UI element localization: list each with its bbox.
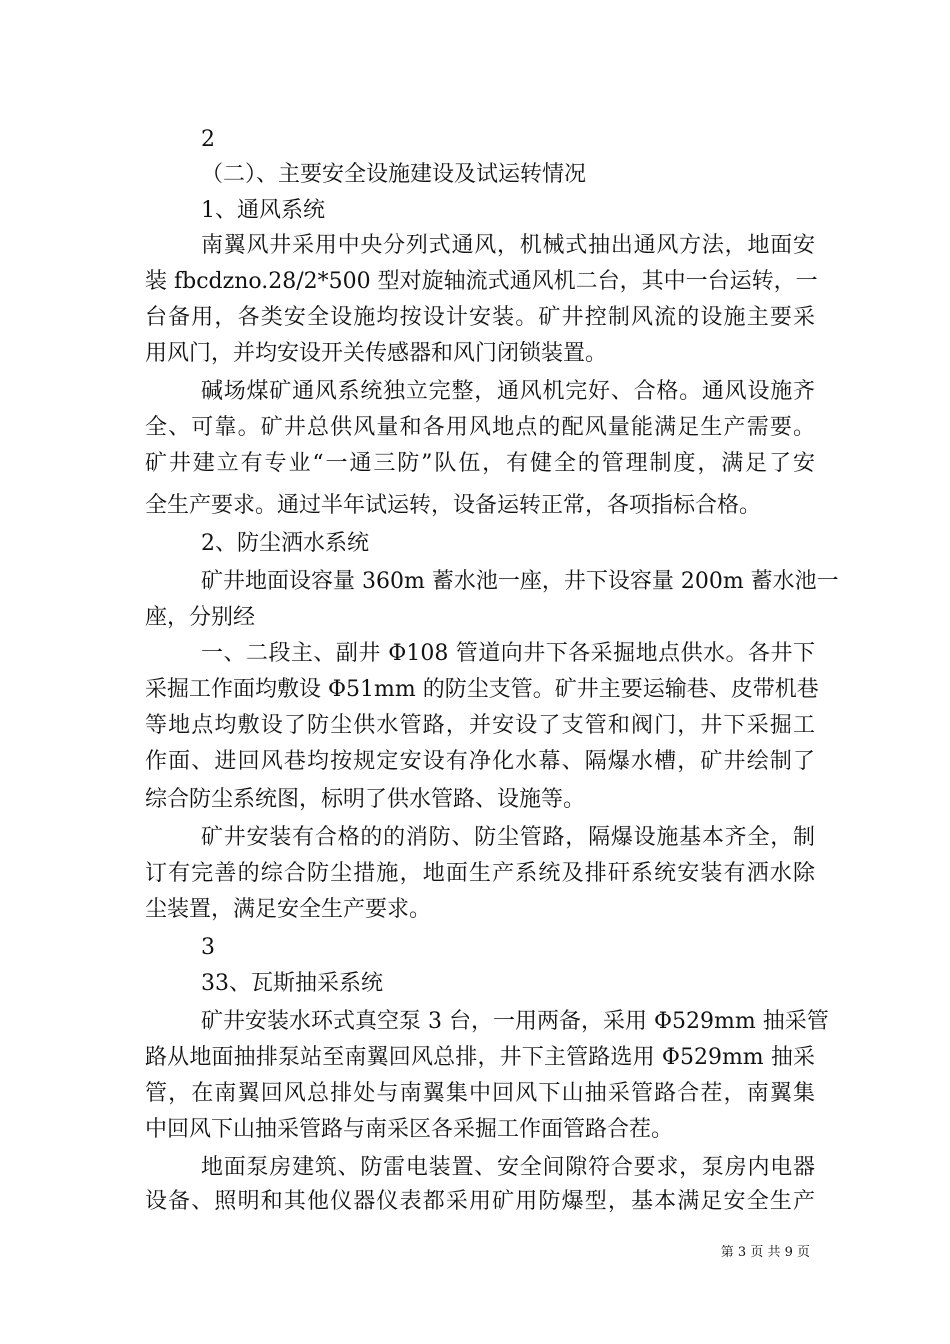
s3-p2-line2: 设备、照明和其他仪器仪表都采用矿用防爆型，基本满足安全生产 [145, 1189, 815, 1214]
s2-p2-line1: 一、二段主、副井 Φ108 管道向井下各采掘地点供水。各井下 [201, 641, 815, 666]
s2-heading: 2、防尘洒水系统 [201, 531, 369, 556]
page-footer: 第 3 页 共 9 页 [720, 1245, 810, 1260]
s1-p1-line1: 南翼风井采用中央分列式通风，机械式抽出通风方法，地面安 [201, 233, 815, 258]
s2-p3-line2: 订有完善的综合防尘措施，地面生产系统及排矸系统安装有洒水除 [145, 861, 815, 886]
s1-p2-line4: 全生产要求。通过半年试运转，设备运转正常，各项指标合格。 [145, 493, 762, 518]
s1-p1-line3: 台备用，各类安全设施均按设计安装。矿井控制风流的设施主要采 [145, 305, 815, 330]
s2-p1-line2: 座，分别经 [145, 605, 256, 630]
s1-p1-line4: 用风门，并均安设开关传感器和风门闭锁装置。 [145, 341, 608, 366]
s1-p1-line2: 装 fbcdzno.28/2*500 型对旋轴流式通风机二台，其中一台运转，一 [145, 269, 818, 294]
s2-p2-line4: 作面、进回风巷均按规定安设有净化水幕、隔爆水槽，矿井绘制了 [145, 749, 815, 774]
s1-p2-line3: 矿井建立有专业“一通三防”队伍，有健全的管理制度，满足了安 [145, 451, 815, 476]
s2-p2-line2: 采掘工作面均敷设 Φ51mm 的防尘支管。矿井主要运输巷、皮带机巷 [145, 677, 819, 702]
s3-p1-line4: 中回风下山抽采管路与南采区各采掘工作面管路合茬。 [145, 1117, 674, 1142]
s3-heading: 33、瓦斯抽采系统 [201, 971, 383, 996]
s2-p3-line3: 尘装置，满足安全生产要求。 [145, 897, 432, 922]
s3-p1-line1: 矿井安装水环式真空泵 3 台，一用两备，采用 Φ529mm 抽采管 [201, 1009, 829, 1034]
s2-p2-line5: 综合防尘系统图，标明了供水管路、设施等。 [145, 787, 586, 812]
s2-p3-line1: 矿井安装有合格的的消防、防尘管路，隔爆设施基本齐全，制 [201, 825, 815, 850]
s2-p2-line3: 等地点均敷设了防尘供水管路，并安设了支管和阀门，井下采掘工 [145, 713, 815, 738]
s3-p1-line3: 管，在南翼回风总排处与南翼集中回风下山抽采管路合茬，南翼集 [145, 1081, 815, 1106]
s3-p1-line2: 路从地面抽排泵站至南翼回风总排，井下主管路选用 Φ529mm 抽采 [145, 1045, 815, 1070]
section-heading: （二）、主要安全设施建设及试运转情况 [201, 162, 587, 187]
s1-p2-line1: 碱场煤矿通风系统独立完整，通风机完好、合格。通风设施齐 [201, 379, 815, 404]
s1-p2-line2: 全、可靠。矿井总供风量和各用风地点的配风量能满足生产需要。 [145, 415, 815, 440]
s1-heading: 1、通风系统 [201, 198, 325, 223]
page-number-mid: 3 [201, 935, 215, 960]
s2-p1-line1: 矿井地面设容量 360m 蓄水池一座，井下设容量 200m 蓄水池一 [201, 569, 839, 594]
s3-p2-line1: 地面泵房建筑、防雷电装置、安全间隙符合要求，泵房内电器 [201, 1155, 815, 1180]
page-number-top: 2 [201, 127, 215, 152]
